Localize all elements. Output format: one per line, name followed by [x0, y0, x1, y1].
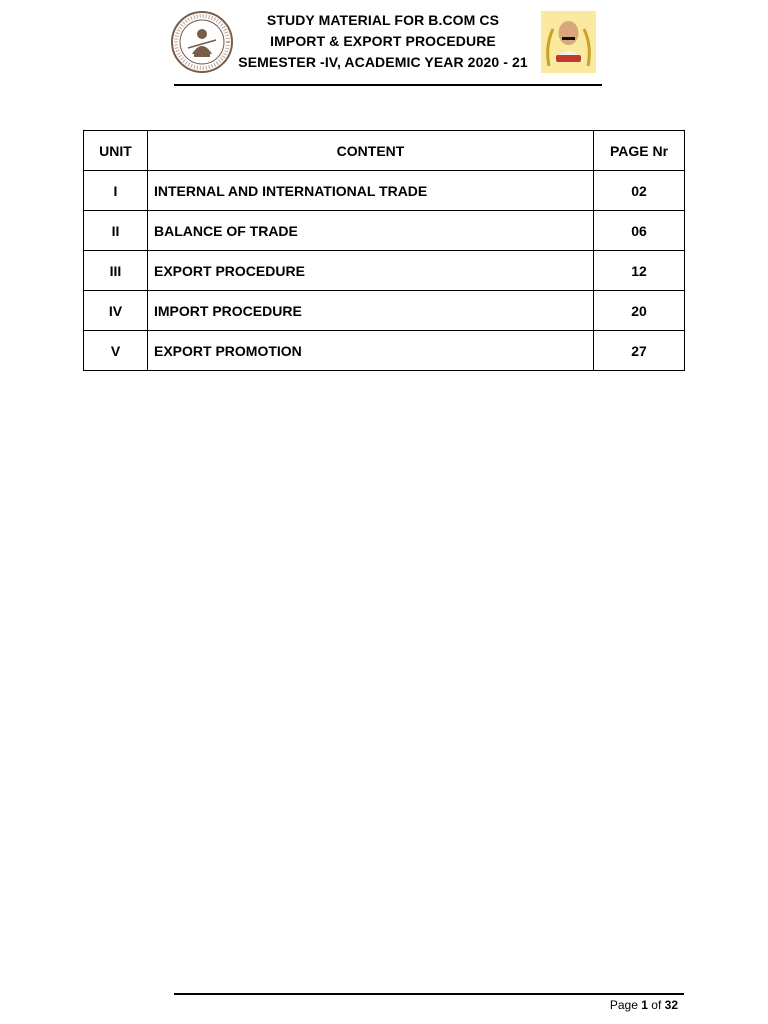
unit-cell: I — [84, 171, 148, 211]
page-label: Page — [609, 998, 638, 1012]
page-cell: 06 — [594, 211, 685, 251]
table-row — [84, 291, 685, 331]
footer-divider — [174, 993, 684, 995]
title-line-1: STUDY MATERIAL FOR B.COM CS — [266, 12, 500, 28]
unit-cell: III — [84, 251, 148, 291]
page-cell: 12 — [594, 251, 685, 291]
table-row — [84, 211, 685, 251]
title-line-3: SEMESTER -IV, ACADEMIC YEAR 2020 - 21 — [238, 54, 528, 70]
title-line-2: IMPORT & EXPORT PROCEDURE — [270, 33, 496, 49]
table-row — [84, 171, 685, 211]
page-cell: 02 — [594, 171, 685, 211]
content-cell: INTERNAL AND INTERNATIONAL TRADE — [148, 171, 594, 211]
page-cell: 20 — [594, 291, 685, 331]
unit-cell: II — [84, 211, 148, 251]
table-row — [84, 251, 685, 291]
unit-cell: IV — [84, 291, 148, 331]
page-header — [0, 0, 768, 90]
table-row — [84, 331, 685, 371]
page-current: 1 — [641, 998, 648, 1012]
header-content: CONTENT — [148, 131, 594, 171]
table-header-row — [84, 131, 685, 171]
content-cell: EXPORT PROCEDURE — [148, 251, 594, 291]
content-cell: IMPORT PROCEDURE — [148, 291, 594, 331]
unit-cell: V — [84, 331, 148, 371]
page-total: 32 — [664, 998, 678, 1012]
header-unit: UNIT — [84, 131, 148, 171]
content-cell: EXPORT PROMOTION — [148, 331, 594, 371]
header-divider — [174, 84, 602, 86]
page-of: of — [651, 998, 662, 1012]
header-page: PAGE Nr — [594, 131, 685, 171]
content-cell: BALANCE OF TRADE — [148, 211, 594, 251]
portrait-emblem-icon — [541, 11, 596, 73]
document-title — [215, 10, 551, 73]
page-number — [610, 998, 678, 1012]
contents-table — [83, 130, 685, 371]
page-cell: 27 — [594, 331, 685, 371]
